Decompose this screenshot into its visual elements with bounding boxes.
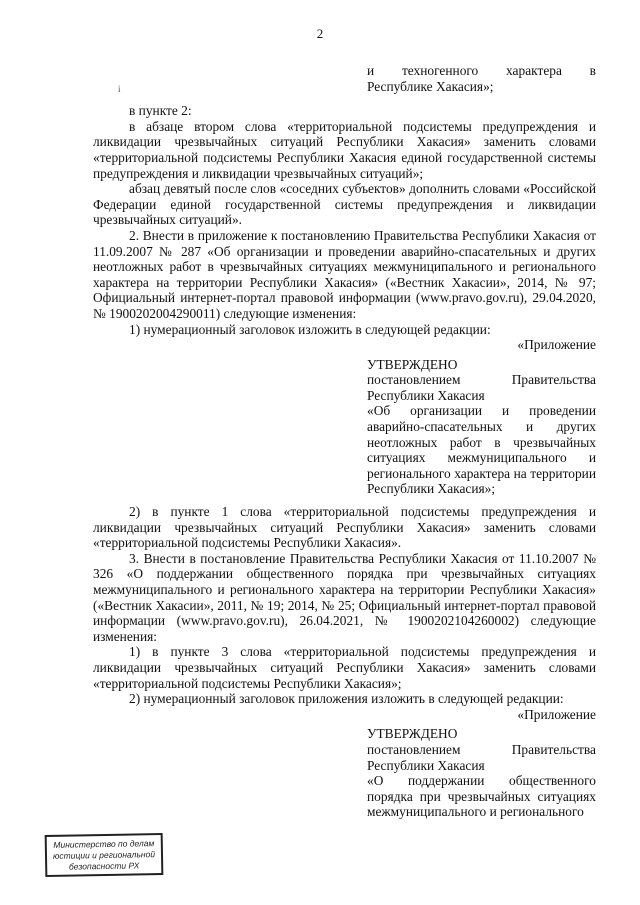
document-body [93,63,596,820]
paragraph: 3. Внести в постановление Правительства Республики Хакасия от 11.10.2007 № 326 «О поддержании общественного порядка при чрезвычайных ситуациях межмуниципального и регионального характера на территории Республики Хакасия» («Вестник Хакасии», 2011, № 19; 2014, № 25; Официальный интернет-портал правовой информации (www.pravo.gov.ru), 26.04.2021, № 1900202104260002) следующие изменения: [93,550,596,644]
appendix-label: «Приложение [517,706,596,722]
approval-line: «Об организации и проведении аварийно-спасательных и других неотложных работ в чрезвычайных ситуациях межмуниципального и регионального характера на территории Республики Хакасия»; [367,403,596,497]
section-paragraphs-1 [93,103,596,337]
approved-heading: УТВЕРЖДЕНО [367,356,458,372]
top-continuation-block [367,63,596,94]
approval-block-2 [367,742,596,820]
margin-mark: і [118,84,121,94]
paragraph: 1) нумерационный заголовок изложить в следующей редакции: [129,321,491,337]
paragraph: 2) в пункте 1 слова «территориальной подсистемы предупреждения и ликвидации чрезвычайных ситуаций Республики Хакасия» заменить словами «территориальной подсистемы Республики Хакасия». [93,504,596,551]
approval-block-1 [367,372,596,497]
continuation-line: Республике Хакасия»; [367,78,494,94]
approval-line: постановлением Правительства Республики Хакасия [367,372,596,403]
paragraph: 2) нумерационный заголовок приложения изложить в следующей редакции: [129,691,564,707]
approval-line: постановлением Правительства Республики Хакасия [367,741,596,773]
stamp-line: юстиции и региональной [52,849,156,861]
stamp-line: безопасности РХ [68,860,140,872]
paragraph: в абзаце втором слова «территориальной подсистемы предупреждения и ликвидации чрезвычайных ситуаций Республики Хакасия» заменить словами «территориальной подсистемы Республики Хакасия единой государственной системы предупреждения и ликвидации чрезвычайных ситуаций»; [93,118,596,181]
approved-heading: УТВЕРЖДЕНО [367,726,458,742]
paragraph: абзац девятый после слов «соседних субъектов» дополнить словами «Российской Федерации единой государственной системы предупреждения и ликвидации чрезвычайных ситуаций». [93,181,596,228]
ministry-stamp [45,833,164,877]
page-number: 2 [316,26,324,41]
approval-line: «О поддержании общественного порядка при чрезвычайных ситуациях межмуниципального и регионального [367,773,596,820]
stamp-line: Министерство по делам [53,838,155,850]
paragraph: 2. Внести в приложение к постановлению Правительства Республики Хакасия от 11.09.2007 № 287 «Об организации и проведении аварийно-спасательных и других неотложных работ в чрезвычайных ситуациях межмуниципального и регионального характера на территории Республики Хакасия» («Вестник Хакасии», 2014, № 97; Официальный интернет-портал правовой информации (www.pravo.gov.ru), 29.04.2020, № 1900202004290011) следующие изменения: [93,227,596,321]
appendix-label: «Приложение [517,337,596,353]
section-paragraphs-2 [93,504,596,707]
continuation-line: и техногенного характера в [367,63,596,78]
paragraph: 1) в пункте 3 слова «территориальной подсистемы предупреждения и ликвидации чрезвычайных ситуаций Республики Хакасия» заменить словами «территориальной подсистемы Республики Хакасия»; [93,644,596,691]
paragraph: в пункте 2: [129,103,192,119]
